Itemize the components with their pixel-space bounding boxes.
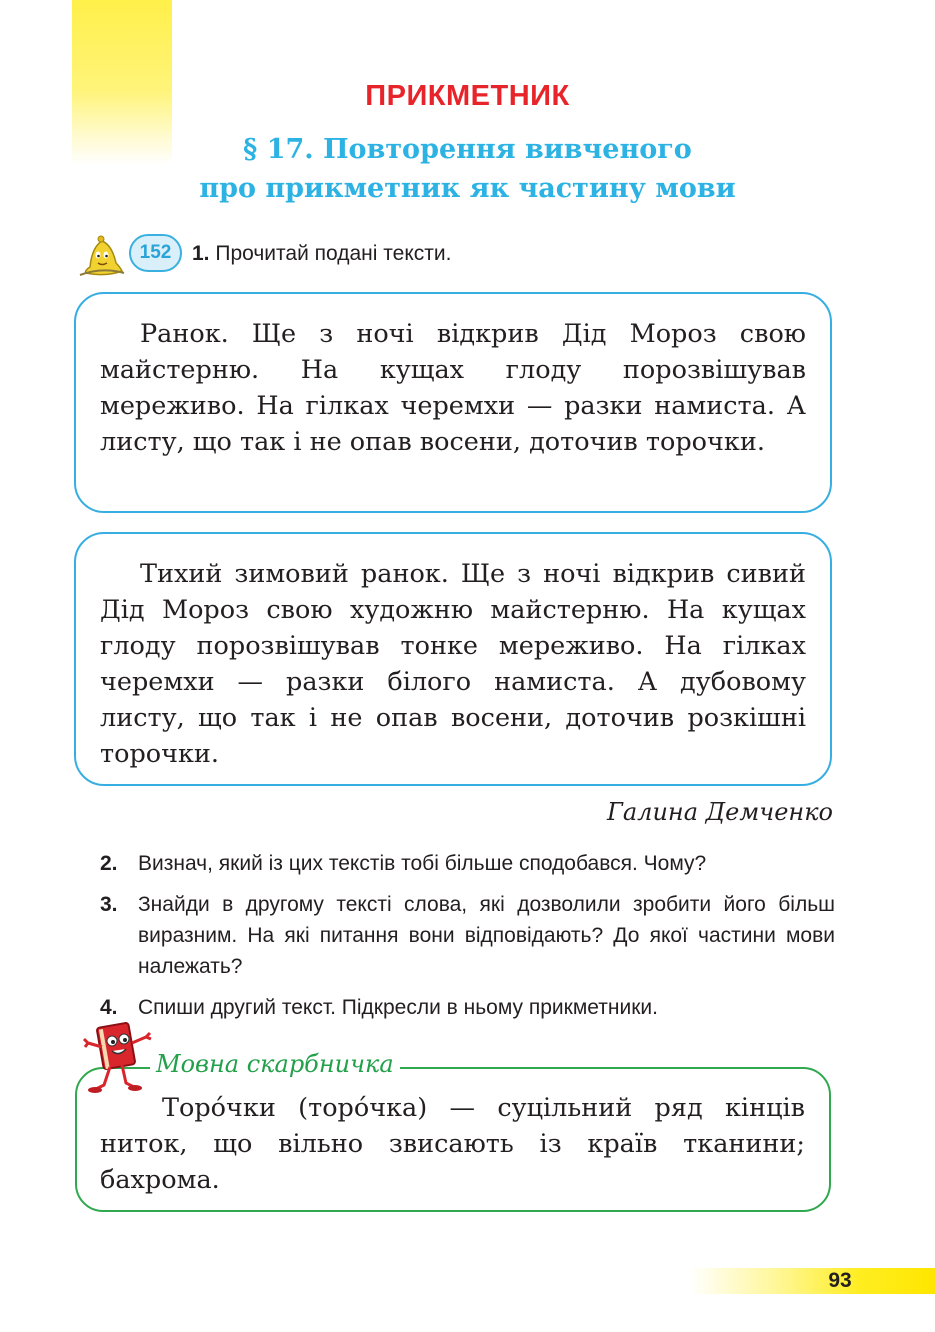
lesson-title-line1: § 17. Повторення вивченого	[243, 134, 692, 165]
task-number: 4.	[100, 996, 118, 1019]
task-1-text: Прочитай подані тексти.	[215, 242, 452, 265]
task-text: Знайди в другому тексті слова, які дозволили зробити його більш виразним. На які питання вони відповідають? До якої частини мови належать?	[138, 893, 835, 978]
section-title: ПРИКМЕТНИК	[365, 80, 570, 112]
text-box-1	[74, 292, 832, 513]
text-2: Тихий зимовий ранок. Ще з ночі відкрив сивий Дід Мороз свою художню майстерню. На кущах глоду порозвішував тонке мереживо. На гілках черемхи — разки білого намиста. А дубовому листу, що так і не опав восени, доточив розкішні торочки.	[100, 559, 806, 769]
task-1-number: 1.	[192, 242, 210, 265]
author-name: Галина Демченко	[606, 798, 833, 826]
task-list	[100, 848, 835, 1033]
vocabulary-text: Торо́чки (торо́чка) — суцільний ряд кінців ниток, що вільно звисають із країв тканини; бахрома.	[100, 1093, 805, 1195]
task-text: Спиши другий текст. Підкресли в ньому прикметники.	[138, 996, 658, 1019]
task-number: 2.	[100, 852, 118, 875]
task-item	[100, 848, 835, 879]
task-item	[100, 992, 835, 1023]
task-number: 3.	[100, 893, 118, 916]
lesson-title	[0, 130, 935, 208]
vocabulary-label: Мовна скарбничка	[150, 1050, 400, 1078]
task-1	[192, 241, 451, 267]
text-1: Ранок. Ще з ночі відкрив Дід Мороз свою майстерню. На кущах глоду порозвішував мереживо. На гілках черемхи — разки намиста. А листу, що так і не опав восени, доточив торочки.	[100, 319, 806, 457]
task-item	[100, 889, 835, 982]
text-box-2	[74, 532, 832, 786]
page-number: 93	[828, 1269, 852, 1292]
exercise-number-badge: 152	[129, 234, 182, 272]
lesson-title-line2: про прикметник як частину мови	[199, 173, 736, 204]
book-mascot-icon	[82, 1017, 154, 1097]
page-number-band	[690, 1268, 935, 1294]
bell-icon	[76, 233, 126, 277]
task-text: Визнач, який із цих текстів тобі більше сподобався. Чому?	[138, 852, 707, 875]
